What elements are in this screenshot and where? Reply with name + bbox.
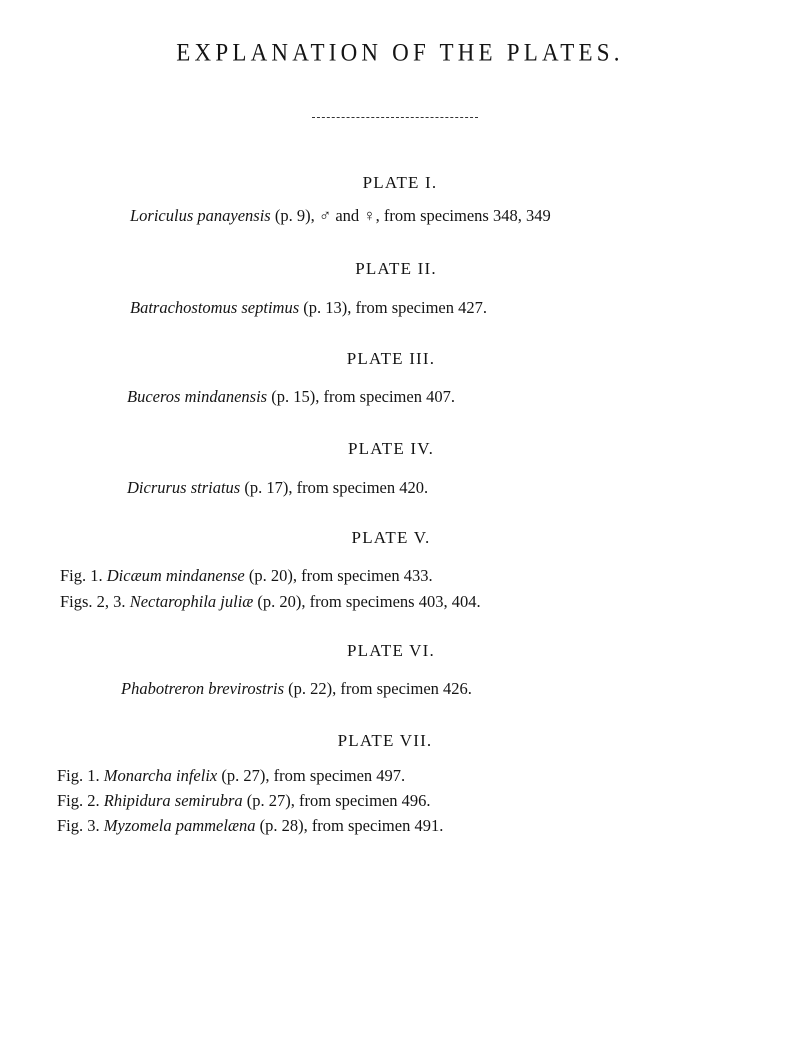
plate-4-entry-1: [127, 478, 428, 498]
species-name: Monarcha infelix: [103, 766, 218, 785]
species-name: Rhipidura semirubra: [103, 791, 243, 810]
entry-details: (p. 9), ♂ and ♀, from specimens 348, 349: [270, 206, 551, 225]
plate-7-entry-1: [57, 766, 405, 786]
entry-details: (p. 20), from specimens 403, 404.: [253, 592, 481, 611]
entry-prefix: Fig. 3.: [57, 816, 104, 835]
page-title: EXPLANATION OF THE PLATES.: [176, 38, 624, 66]
plate-heading-3: PLATE III.: [346, 349, 436, 368]
entry-details: (p. 27), from specimen 497.: [217, 766, 406, 785]
entry-details: (p. 27), from specimen 496.: [242, 791, 431, 810]
plate-heading-4: PLATE IV.: [347, 439, 435, 458]
plate-heading-6: PLATE VI.: [347, 641, 435, 660]
plate-heading-2: PLATE II.: [355, 259, 437, 278]
plate-6-entry-1: [121, 679, 472, 699]
entry-prefix: Fig. 1.: [57, 766, 104, 785]
plate-7-entry-2: [57, 791, 431, 811]
species-name: Nectarophila juliæ: [129, 592, 254, 611]
entry-prefix: Fig. 2.: [57, 791, 104, 810]
plate-7-entry-3: [57, 816, 443, 836]
entry-prefix: Fig. 1.: [60, 566, 107, 585]
entry-details: (p. 28), from specimen 491.: [255, 816, 444, 835]
entry-details: (p. 20), from specimen 433.: [244, 566, 433, 585]
entry-details: (p. 17), from specimen 420.: [240, 478, 429, 497]
species-name: Batrachostomus septimus: [130, 298, 300, 317]
plate-5-entry-1: [60, 566, 433, 586]
entry-details: (p. 13), from specimen 427.: [299, 298, 487, 317]
plate-1-entry-1: [130, 206, 551, 226]
entry-details: (p. 15), from specimen 407.: [267, 387, 455, 406]
title-divider: [312, 117, 478, 118]
species-name: Dicæum mindanense: [106, 566, 245, 585]
species-name: Dicrurus striatus: [127, 478, 241, 497]
plate-heading-5: PLATE V.: [351, 528, 431, 547]
species-name: Loriculus panayensis: [130, 206, 271, 225]
plate-3-entry-1: [127, 387, 455, 407]
entry-prefix: Figs. 2, 3.: [60, 592, 130, 611]
species-name: Phabotreron brevirostris: [121, 679, 285, 698]
species-name: Myzomela pammelæna: [103, 816, 256, 835]
plate-heading-7: PLATE VII.: [337, 731, 433, 750]
species-name: Buceros mindanensis: [127, 387, 268, 406]
plate-5-entry-2: [60, 592, 481, 612]
entry-details: (p. 22), from specimen 426.: [284, 679, 472, 698]
plate-heading-1: PLATE I.: [362, 173, 438, 192]
plate-2-entry-1: [130, 298, 487, 318]
